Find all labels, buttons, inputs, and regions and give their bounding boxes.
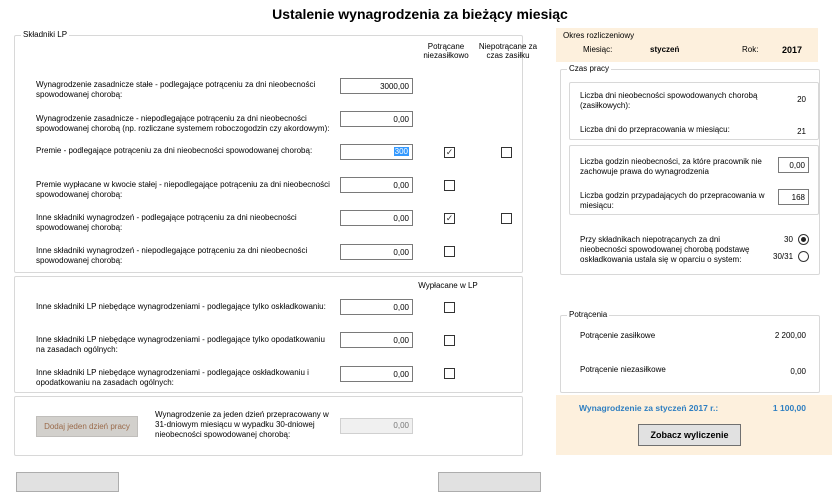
row-label-inne-podlegajace: Inne składniki wynagrodzeń - podlegające potrąceniu za dni nieobecności spowodowanej chorobą: [36, 213, 297, 232]
wyn-zasadnicze-stale-input[interactable] [340, 78, 413, 94]
row-label-wyn-zasadnicze-niepodlegajace: Wynagrodzenie zasadnicze - niepodlegające potrąceniu za dni nieobecności spowodowanej chorobą (np. rozliczane systemem roboczogodzin czy akordowym): [36, 114, 330, 133]
okres-label: Okres rozliczeniowy [563, 31, 635, 40]
opodatkowanie-wyplacane-checkbox[interactable] [444, 335, 455, 346]
premie-niepotracane-checkbox[interactable] [501, 147, 512, 158]
row-label-premie-podlegajace: Premie - podlegające potrąceniu za dni nieobecności spowodowanej chorobą: [36, 146, 313, 155]
bottom-right-button[interactable] [438, 472, 541, 492]
zobacz-wyliczenie-button[interactable]: Zobacz wyliczenie [638, 424, 741, 446]
dni-nieob-value: 20 [797, 95, 806, 104]
radio-30[interactable] [798, 234, 809, 245]
row-label-wyn-zasadnicze-stale: Wynagrodzenie zasadnicze stałe - podlegające potrąceniu za dni nieobecności spowodowanej chorobą: [36, 80, 316, 99]
inne-podlegajace-input[interactable] [340, 210, 413, 226]
oskladkowanie-wyplacane-checkbox[interactable] [444, 302, 455, 313]
pot-niezasilkowe-label: Potrącenie niezasiłkowe [580, 365, 666, 374]
page-title: Ustalenie wynagrodzenia za bieżący miesiąc [272, 6, 568, 22]
row-label-premie-stale: Premie wypłacane w kwocie stałej - niepodlegające potrąceniu za dni nieobecności spowodowanej chorobą: [36, 180, 330, 199]
col-header-niepotracane: Niepotrącane za czas zasiłku [478, 42, 538, 60]
potracenia-label: Potrącenia [569, 310, 608, 319]
premie-podlegajace-input[interactable] [340, 144, 413, 160]
day-pay-label: Wynagrodzenie za jeden dzień przepracowany w 31-dniowym miesiącu w wypadku 30-dniowej nieobecności spowodowanej chorobą: [155, 410, 329, 439]
radio-30-label: 30 [784, 235, 793, 244]
miesiac-value: styczeń [650, 45, 680, 54]
premie-stale-potracane-checkbox[interactable] [444, 180, 455, 191]
wynik-label: Wynagrodzenie za styczeń 2017 r.: [579, 403, 719, 413]
wynik-value: 1 100,00 [772, 403, 806, 413]
potracenia-group [560, 310, 820, 393]
wyn-zasadnicze-niepodlegajace-input[interactable] [340, 111, 413, 127]
godz-nieob-input[interactable] [778, 157, 809, 173]
inne-niepodlegajace-input[interactable] [340, 244, 413, 260]
rok-label: Rok: [742, 45, 759, 54]
skladniki-lp-label: Składniki LP [23, 30, 68, 39]
pot-zasilkowe-value: 2 200,00 [774, 331, 806, 340]
radio-3031[interactable] [798, 251, 809, 262]
day-pay-input[interactable]: 0,00 [340, 418, 413, 434]
add-day-button[interactable]: Dodaj jeden dzień pracy [36, 416, 138, 437]
miesiac-label: Miesiąc: [583, 45, 613, 54]
dni-nieob-label: Liczba dni nieobecności spowodowanych chorobą (zasiłkowych): [580, 91, 758, 110]
inne-niepotracane-checkbox[interactable] [501, 213, 512, 224]
dni-przepr-label: Liczba dni do przepracowania w miesiącu: [580, 125, 730, 134]
inne-potracane-checkbox[interactable]: ✓ [445, 213, 454, 223]
inne-niepodlegajace-potracane-checkbox[interactable] [444, 246, 455, 257]
row-label-oskladkowanie-opodatkowanie: Inne składniki LP niebędące wynagrodzeniami - podlegające oskładkowaniu i opodatkowaniu na zasadach ogólnych: [36, 368, 309, 387]
col-header-wyplacane: Wypłacane w LP [418, 281, 478, 290]
row-label-opodatkowanie: Inne składniki LP niebędące wynagrodzeniami - podlegające tylko opodatkowaniu na zasadach ogólnych: [36, 335, 325, 354]
bottom-left-button[interactable] [16, 472, 119, 492]
system-radio-description: Przy składnikach niepotrącanych za dni nieobecności spowodowanej chorobą podstawę oskładkowania ustala się w oparciu o system: [580, 235, 750, 264]
oskladkowanie-input[interactable] [340, 299, 413, 315]
oskladkowanie-opodatkowanie-wyplacane-checkbox[interactable] [444, 368, 455, 379]
oskladkowanie-opodatkowanie-input[interactable] [340, 366, 413, 382]
pot-niezasilkowe-value: 0,00 [790, 367, 806, 376]
row-label-inne-niepodlegajace: Inne składniki wynagrodzeń - niepodlegające potrąceniu za dni nieobecności spowodowanej chorobą: [36, 246, 308, 265]
godz-przepr-input[interactable] [778, 189, 809, 205]
radio-3031-label: 30/31 [773, 252, 794, 261]
row-label-oskladkowanie: Inne składniki LP niebędące wynagrodzeniami - podlegające tylko oskładkowaniu: [36, 302, 326, 311]
premie-selected-text: 300 [394, 147, 408, 156]
godz-przepr-label: Liczba godzin przypadających do przepracowania w miesiącu: [580, 191, 765, 210]
rok-value: 2017 [782, 45, 803, 55]
czas-pracy-label: Czas pracy [569, 64, 610, 73]
col-header-potracane: Potrącane niezasiłkowo [423, 42, 469, 60]
opodatkowanie-input[interactable] [340, 332, 413, 348]
premie-potracane-checkbox[interactable]: ✓ [445, 147, 454, 157]
dni-przepr-value: 21 [797, 127, 806, 136]
pot-zasilkowe-label: Potrącenie zasiłkowe [580, 331, 656, 340]
premie-stale-input[interactable] [340, 177, 413, 193]
godz-nieob-label: Liczba godzin nieobecności, za które pracownik nie zachowuje prawa do wynagrodzenia [580, 157, 762, 176]
